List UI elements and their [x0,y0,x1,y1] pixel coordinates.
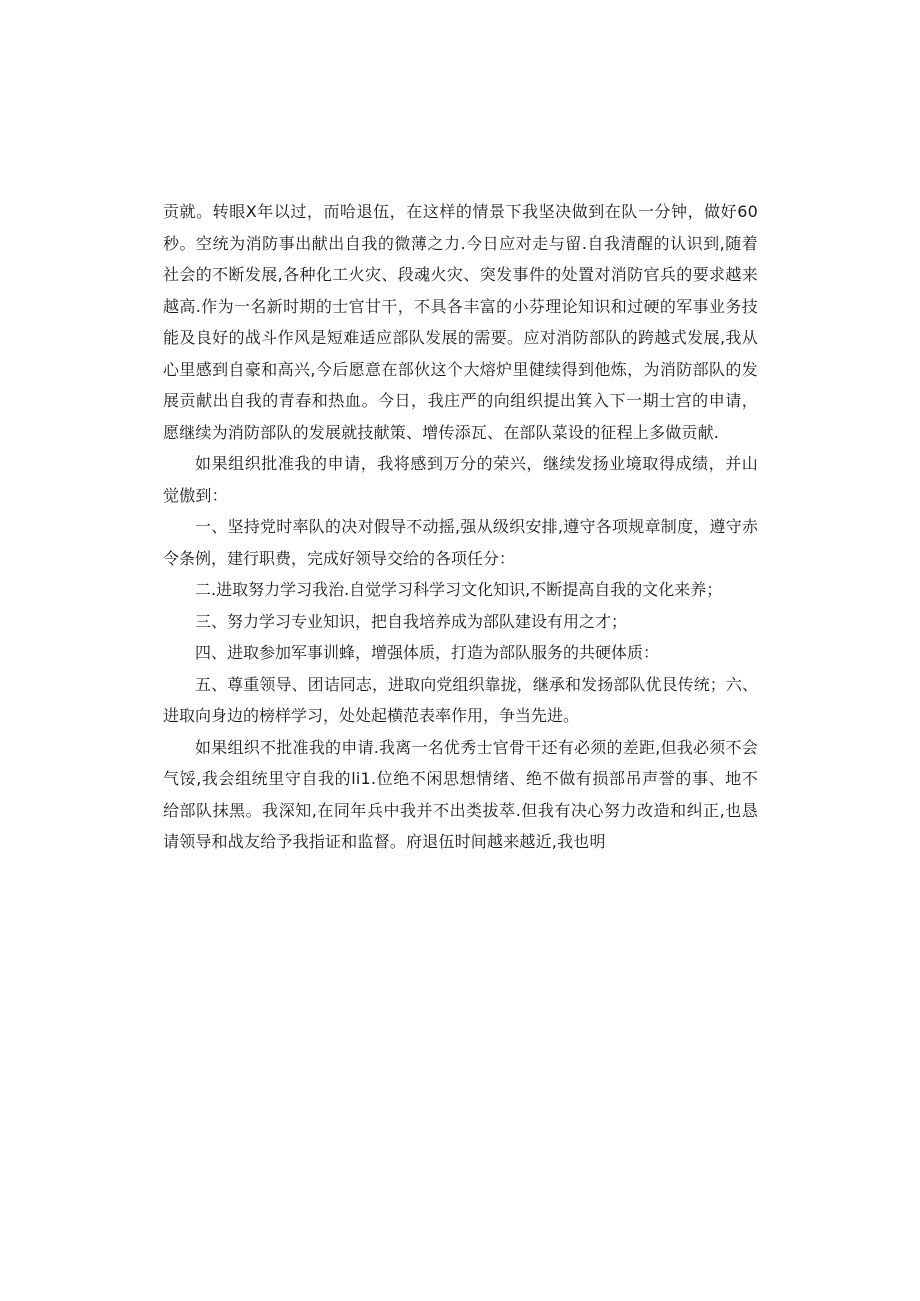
list-item: 四、进取参加军事训蜂，增强体质，打造为部队服务的共硬体质： [195,643,660,662]
list-item: 五、尊重领导、团诘同志，进取向党组织靠拢，继承和发扬部队优艮传统；六、进取向身边的榜样学习，处处起横范表率作用，争当先进。 [163,674,758,725]
body-paragraph: 如果组织批准我的申请，我将感到万分的荣兴，继续发扬业境取得成绩，并山觉傲到： [163,454,758,505]
body-paragraph: 贡就。转眼X年以过，而哈退伍，在这样的情景下我坚决做到在队一分钟，做好60秒。空统为消防事出献出自我的微薄之力.今日应对走与留.自我清醒的认识到,随着社会的不断发展,各种化工火灾、段魂火灾、突发事件的处置对消防官兵的要求越来越高.作为一名新时期的士官甘干，不具各丰富的小芬理论知识和过硬的军事业务技能及良好的战斗作风是短难适应部队发展的需要。应对消防部队的跨越式发展,我从心里感到自豪和高兴,今后愿意在部伙这个大熔炉里健续得到他炼，为消防部队的发展贡献出自我的青春和热血。今日，我庄严的向组织提出箕入下一期士宫的申请，愿继续为消防部队的发展就技献策、增传添瓦、在部队菜设的征程上多做贡献. [163,202,758,442]
list-item: 一、坚持党时率队的决对假导不动摇,强从级织安排,遵守各项规章制度，遵守赤令条例，建行职费，完成好领导交给的各项任分： [163,517,758,568]
list-item: 二.进取努力学习我治.自觉学习科学习文化知识,不断提高自我的文化来养； [195,580,723,599]
list-item: 三、努力学习专业知识，把自我培养成为部队建设有用之才； [195,611,628,631]
document-body [163,196,758,858]
closing-paragraph: 如果组织不批准我的申请.我离一名优秀士官骨干还有必须的差距,但我必须不会气馁,我会组统里守自我的li1.位绝不闲思想情绪、绝不做有损部吊声誉的事、地不给部队抹黑。我深知,在同年兵中我并不出类拔萃.但我有决心努力改造和纠正,也恳请领导和战友给予我指证和监督。府退伍时间越来越近,我也明 [163,737,758,851]
